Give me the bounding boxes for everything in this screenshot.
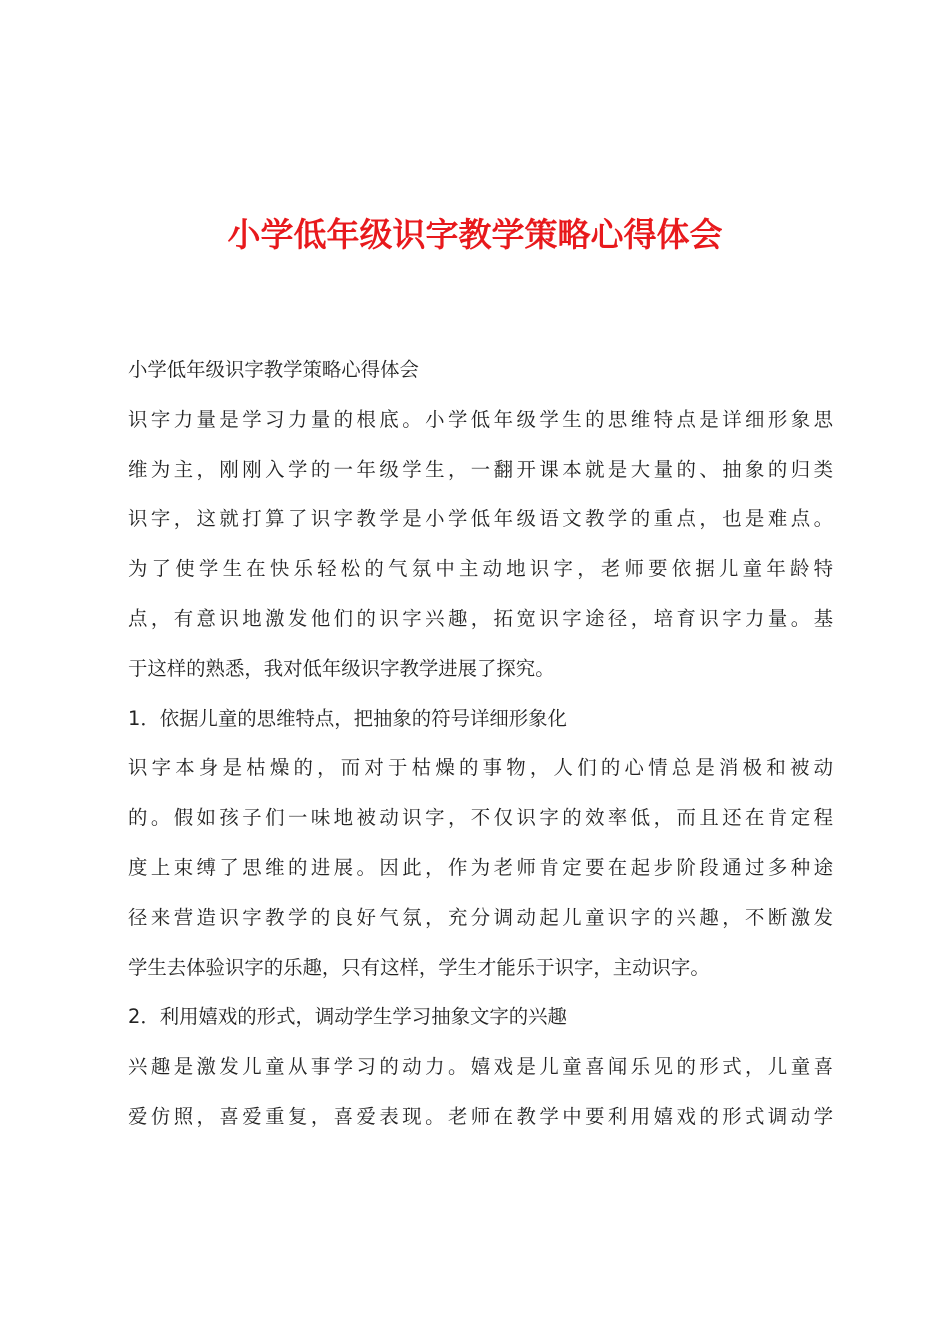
paragraph-line: 径来营造识字教学的良好气氛，充分调动起儿童识字的兴趣，不断激发 (128, 905, 833, 929)
section-heading: 2．利用嬉戏的形式，调动学生学习抽象文字的兴趣 (128, 1005, 567, 1029)
paragraph-line: 点，有意识地激发他们的识字兴趣，拓宽识字途径，培育识字力量。基 (128, 606, 833, 630)
paragraph-line: 度上束缚了思维的进展。因此，作为老师肯定要在起步阶段通过多种途 (128, 855, 833, 879)
document-body (128, 345, 833, 1142)
paragraph-line: 识字力量是学习力量的根底。小学低年级学生的思维特点是详细形象思 (128, 407, 833, 431)
paragraph-line: 小学低年级识字教学策略心得体会 (128, 358, 419, 381)
paragraph-line: 为了使学生在快乐轻松的气氛中主动地识字，老师要依据儿童年龄特 (128, 557, 833, 581)
document-title: 小学低年级识字教学策略心得体会 (227, 215, 723, 254)
paragraph-line: 识字本身是枯燥的，而对于枯燥的事物，人们的心情总是消极和被动 (128, 756, 833, 780)
paragraph-line: 爱仿照，喜爱重复，喜爱表现。老师在教学中要利用嬉戏的形式调动学 (128, 1104, 833, 1128)
paragraph-line: 学生去体验识字的乐趣，只有这样，学生才能乐于识字，主动识字。 (128, 955, 710, 979)
paragraph-line: 于这样的熟悉，我对低年级识字教学进展了探究。 (128, 656, 555, 680)
paragraph-line: 兴趣是激发儿童从事学习的动力。嬉戏是儿童喜闻乐见的形式，儿童喜 (128, 1055, 833, 1079)
paragraph-line: 维为主，刚刚入学的一年级学生，一翻开课本就是大量的、抽象的归类 (128, 457, 833, 481)
paragraph-line: 识字，这就打算了识字教学是小学低年级语文教学的重点，也是难点。 (128, 507, 833, 531)
section-heading: 1．依据儿童的思维特点，把抽象的符号详细形象化 (128, 706, 567, 730)
paragraph-line: 的。假如孩子们一味地被动识字，不仅识字的效率低，而且还在肯定程 (128, 806, 833, 830)
